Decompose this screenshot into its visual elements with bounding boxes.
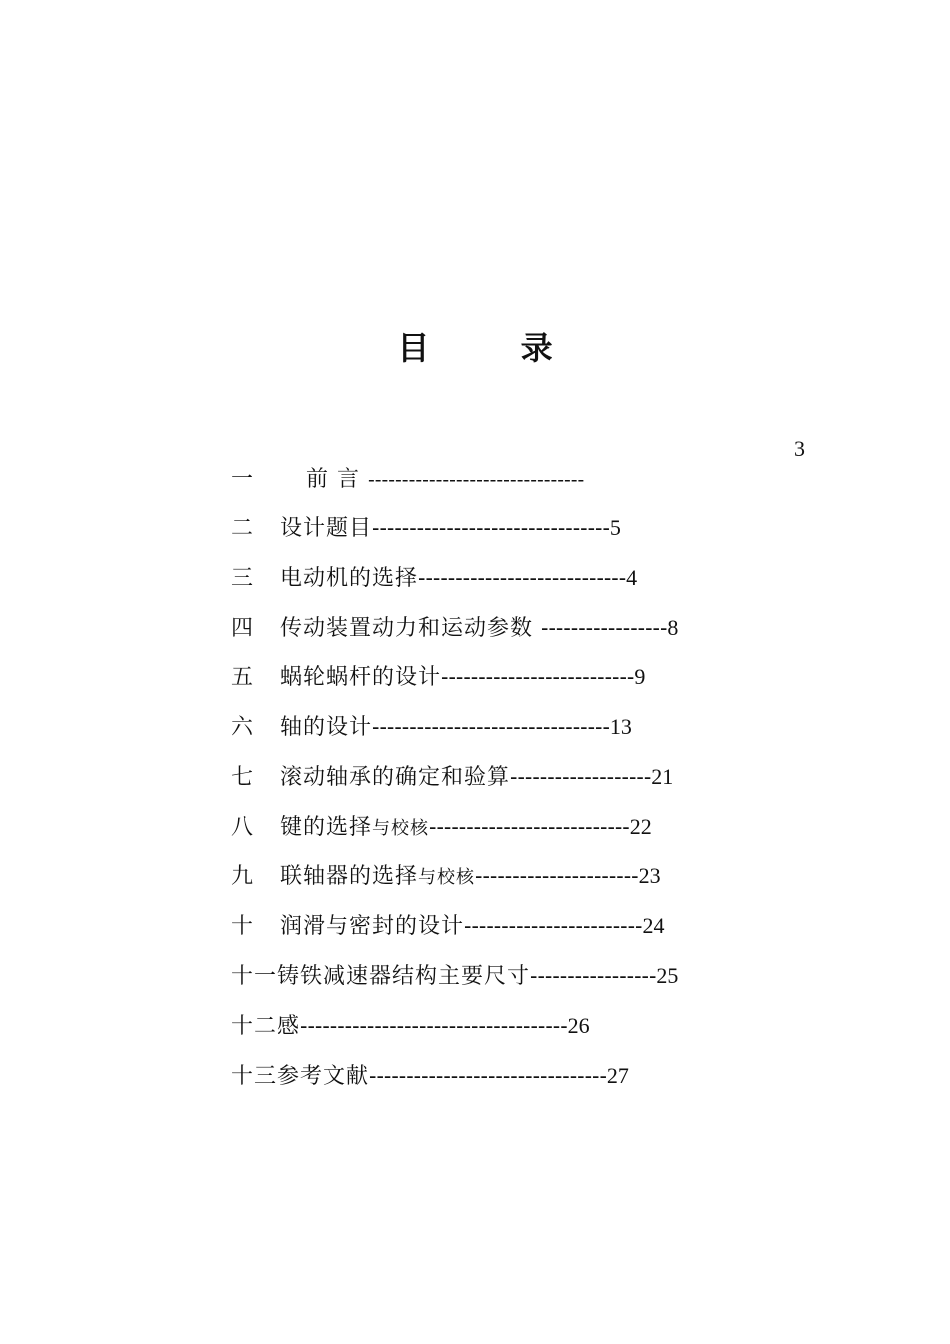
toc-label: 滚动轴承的确定和验算 xyxy=(280,765,511,790)
toc-label: 传动装置动力和运动参数 xyxy=(280,616,534,641)
toc-label: 键的选择 xyxy=(280,815,373,840)
toc-leaders: ---------------------------- xyxy=(418,566,627,591)
toc-label: 设计题目 xyxy=(280,516,373,541)
toc-leaders: ----------------- xyxy=(541,616,668,641)
toc-page-number: 23 xyxy=(638,863,661,888)
toc-index: 十 xyxy=(231,914,255,939)
toc-leaders: ------------------------------------ xyxy=(300,1014,568,1039)
toc-leaders: -------------------------------- xyxy=(372,715,610,740)
toc-page-number: 8 xyxy=(667,615,679,640)
toc-index: 十三 xyxy=(231,1064,278,1089)
toc-index: 九 xyxy=(231,864,255,889)
toc-index: 四 xyxy=(231,616,255,641)
toc-label: 轴的设计 xyxy=(280,715,373,740)
toc-label: 铸铁减速器结构主要尺寸 xyxy=(277,964,531,989)
toc-leaders: -------------------------- xyxy=(441,665,635,690)
page-title: 目 录 xyxy=(397,329,593,367)
toc-index: 一 xyxy=(231,467,255,492)
toc-page-number: 21 xyxy=(651,764,674,789)
toc-label-suffix: 与校核 xyxy=(372,818,430,839)
toc-leaders: -------------------------------- xyxy=(369,1064,607,1089)
toc-index: 十一 xyxy=(231,964,278,989)
toc-page-number: 5 xyxy=(609,515,621,540)
toc-page-number: 24 xyxy=(642,913,665,938)
toc-label: 润滑与密封的设计 xyxy=(280,914,465,939)
toc-label: 蜗轮蜗杆的设计 xyxy=(280,665,442,690)
toc-leaders: -------------------------------- xyxy=(368,467,585,491)
toc-index: 三 xyxy=(231,566,255,591)
toc-index: 十二 xyxy=(231,1014,278,1039)
toc-page-number: 25 xyxy=(656,963,679,988)
toc-page-number: 4 xyxy=(626,565,638,590)
toc-page-number: 22 xyxy=(629,814,652,839)
toc-leaders: ---------------------- xyxy=(475,864,639,889)
toc-leaders: ----------------- xyxy=(530,964,657,989)
toc-entry-references[interactable] xyxy=(215,1031,629,1092)
toc-page-number: 3 xyxy=(794,436,805,461)
toc-label: 参考文献 xyxy=(277,1064,370,1089)
toc-page-number: 9 xyxy=(634,664,646,689)
toc-page-number: 26 xyxy=(567,1013,590,1038)
toc-leaders: -------------------------------- xyxy=(372,516,610,541)
toc-label: 联轴器的选择 xyxy=(280,864,419,889)
toc-leaders: ------------------- xyxy=(510,765,652,790)
toc-index: 八 xyxy=(231,815,255,840)
toc-leaders: ------------------------ xyxy=(464,914,643,939)
toc-index: 六 xyxy=(231,715,255,740)
toc-label-suffix: 与校核 xyxy=(418,867,476,888)
toc-label: 感 xyxy=(277,1014,301,1039)
toc-page-number: 13 xyxy=(609,714,632,739)
toc-page-number: 27 xyxy=(606,1063,629,1088)
toc-label: 电动机的选择 xyxy=(280,566,419,591)
toc-index: 七 xyxy=(231,765,255,790)
toc-label: 前 言 xyxy=(306,467,361,492)
toc-index: 五 xyxy=(231,665,255,690)
toc-leaders: --------------------------- xyxy=(429,815,630,840)
toc-index: 二 xyxy=(231,516,255,541)
